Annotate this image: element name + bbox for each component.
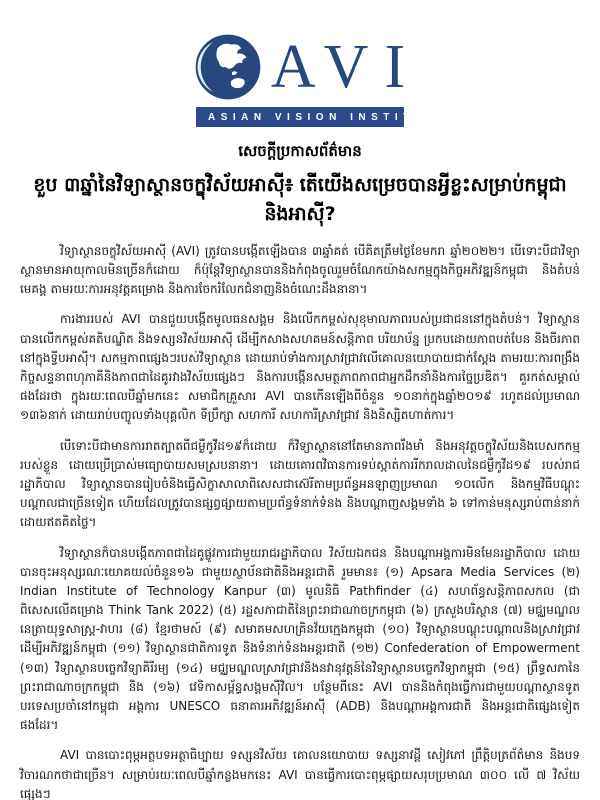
body-paragraph-5: AVI បានបោះពុម្ភអត្ថបទអត្ថាធិប្បាយ ទស្សនវិស័យ គោលនយោបាយ ទស្សនាវដ្តី សៀវភៅ ព្រឹត្តិបត្រព័ត៌មាន និងបទវិចារណកថាជាច្រើន។ សម្រាប់រយៈពេលបីឆ្នាំកន្លងមកនេះ AVI បានធ្វើការបោះពុម្ភផ្សាយសរុបប្រមាណ ៣០០ លើ ៧ វិស័យផ្សេងៗ bbox=[20, 748, 580, 800]
body-paragraph-3: បើទោះបីជាមានការរាតត្បាតពីជម្ងឺកូវីដ១៩ក៏ដោយ ក៏វិទ្យាស្ថាននៅតែមានភាពរឹងមាំ និងអនុវត្តចក្ខុវិស័យនិងបេសកកម្មរបស់ខ្លួន ដោយប្រើប្រាស់មធ្យោបាយសមស្របនានា។ ដោយគោរពវិធានការទប់ស្កាត់ការរីករាលដាលនៃជម្ងឺកូវីដ១៩ របស់រាជរដ្ឋាភិបាល វិទ្យាស្ថានបានរៀបចំនិងធ្វើសិក្ខាសាលាពិសេសជាស៊េរីតាមប្រព័ន្ធអនឡាញប្រមាណ ១០លើក និងកម្មវិធីបណ្តុះបណ្តាលជាច្រើនទៀត ហើយដែលត្រូវបានផ្សព្វផ្សាយតាមប្រព័ន្ធទំនាក់ទំនង និងបណ្តាញសង្គមទាំង ៦ ទៅកាន់មនុស្សរាប់ពាន់នាក់ ដោយឥតគិតថ្លៃ។ bbox=[20, 438, 580, 530]
press-release-kicker: សេចក្តីប្រកាសព័ត៌មាន bbox=[238, 142, 362, 160]
body-paragraph-2: ការងាររបស់ AVI បានជួយបង្កើតមូលធនសង្គម និងលើកកម្ពស់សុខុមាលភាពរបស់ប្រជាជននៅក្នុងតំបន់។ វិទ្យាស្ថានបានលើកកម្ពស់គតិបណ្ឌិត និងទស្សនវិស័យអាស៊ី ដើម្បីកសាងសហគមន៍សន្តិភាព បរិយាប័ន្ន ប្រកបដោយភាពបត់បែន និងចីរភាពនៅក្នុងទ្វីបអាស៊ី។ សកម្មភាពផ្សេងៗរបស់វិទ្យាស្ថាន ដោយរាប់ទាំងការស្រាវជ្រាវលើគោលនយោបាយជាក់ស្តែង តាមរយៈការពង្រឹងកិច្ចសន្ទនាពហុភាគីនិងភាពជាដៃគូរវាងវិស័យផ្សេងៗ និងការបង្កើនសមត្ថភាពភាពជាអ្នកដឹកនាំនិងការច្នៃប្រឌិត។ គួរកត់សម្គាល់ផងដែរថា ក្នុងរយៈពេលបីឆ្នាំមកនេះ សមាជិកគ្រួសារ AVI បានកើនឡើងពីចំនួន ១០នាក់ក្នុងឆ្នាំ២០១៩ រហូតដល់ប្រមាណ ១៣៦នាក់ ដោយរាប់បញ្ចូលទាំងបុគ្គលិក ទីប្រឹក្សា សហការី សហការីស្រាវជ្រាវ និងនិស្សិតហាត់ការ។ bbox=[20, 312, 580, 423]
avi-logo-row bbox=[195, 33, 422, 101]
avi-wordmark: AVI bbox=[270, 33, 422, 101]
body-paragraph-1: វិទ្យាស្ថានចក្ខុវិស័យអាស៊ី (AVI) ត្រូវបានបង្កើតឡើងបាន ៣ឆ្នាំគត់ បើគិតត្រឹមថ្ងៃខែមករា ឆ្នាំ២០២២។ បើទោះបីជាវិទ្យាស្ថានមានអាយុកាលមិនច្រើនក៏ដោយ ក៏ប៉ុន្តែវិទ្យាស្ថានបាននិងកំពុងចូលរួមចំណែកយ៉ាងសកម្មក្នុងកិច្ចអភិវឌ្ឍន៍កម្ពុជា និងតំបន់មេគង្គ តាមរយៈការអនុវត្តគម្រោង និងការចែករំលែកជំនាញនិងចំណេះដឹងនានា។ bbox=[20, 243, 580, 297]
body-paragraph-4: វិទ្យាស្ថានក៏បានបង្កើតភាពជាដៃគូផ្លូវការជាមួយរាជរដ្ឋាភិបាល វិស័យឯកជន និងបណ្តាអង្គការមិនមែនរដ្ឋាភិបាល ដោយបានចុះអនុស្សរណៈយោគយល់ចំនួន១៦ ជាមួយស្ថាប័នជាតិនិងអន្តរជាតិ រួមមាន៖ (១) Apsara Media Services (២) Indian Institute of Technology Kanpur (៣) មូលនិធិ Pathfinder (៤) សហព័ន្ធសន្តិភាពសកល (ជាពិសេសលើគម្រោង Think Tank 2022) (៥) រដ្ឋសភាជាតិនៃព្រះរាជាណាចក្រកម្ពុជា (៦) ក្រសួងបរិស្ថាន (៧) មជ្ឈមណ្ឌលនេត្រាយុទ្ធសាស្ត្រ-វាហរ (៨) ខ្មែរថាមស៍ (៩) សមាគមសហគ្រិនវ័យក្មេងកម្ពុជា (១០) វិទ្យាស្ថានបណ្តុះបណ្តាលនិងស្រាវជ្រាវដើម្បីអភិវឌ្ឍន៍កម្ពុជា (១១) វិទ្យាស្ថានជាតិការទូត និងទំនាក់ទំនងអន្តរជាតិ (១២) Confederation of Empowerment (១៣) វិទ្យាស្ថានបច្ចេកវិទ្យាគិរីរម្យ (១៤) មជ្ឈមណ្ឌលស្រាវជ្រាវនិងនវានុវត្តន៍នៃវិទ្យាស្ថានបច្ចេកវិទ្យាកម្ពុជា (១៥) ព្រឹទ្ធសភានៃព្រះរាជាណាចក្រកម្ពុជា និង (១៦) វេទិកាសម្ព័ន្ធសង្គមស៊ីវិល។ បន្ថែមពីនេះ AVI បាននិងកំពុងធ្វើការជាមួយបណ្តាស្ថានទូតបរទេសប្រចាំនៅកម្ពុជា អង្គការ UNESCO ធនាគារអភិវឌ្ឍន៍អាស៊ី (ADB) និងបណ្តាអង្គការជាតិ និងអន្តរជាតិផ្សេងទៀតផងដែរ។ bbox=[20, 545, 580, 733]
document-body bbox=[20, 242, 580, 800]
document-title: ខួប ៣ឆ្នាំនៃវិទ្យាស្ថានចក្ខុវិស័យអាស៊ី៖ តើយើងសម្រេចបានអ្វីខ្លះសម្រាប់កម្ពុជា និងអាស៊ី? bbox=[33, 174, 567, 226]
institute-name-banner: ASIAN VISION INSTITUTE bbox=[196, 107, 404, 127]
globe-asia-icon bbox=[195, 34, 261, 100]
avi-logo bbox=[0, 0, 600, 127]
